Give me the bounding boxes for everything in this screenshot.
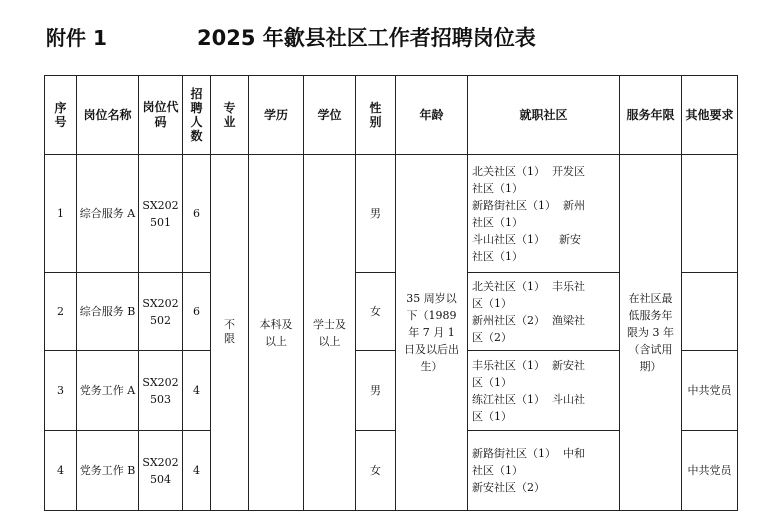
education-cell: 本科及以上 bbox=[249, 155, 304, 511]
attachment-label: 附件 1 bbox=[46, 26, 107, 50]
row-community: 北关社区（1） 开发区 社区（1） 新路街社区（1） 新州 社区（1） 斗山社区（1） 新安 社区（1） bbox=[468, 155, 620, 273]
col-header-gender: 性别 bbox=[356, 76, 396, 155]
row-community: 北关社区（1） 丰乐社 区（1） 新州社区（2） 渔梁社 区（2） bbox=[468, 273, 620, 351]
col-header-community: 就职社区 bbox=[468, 76, 620, 155]
row-code: SX202503 bbox=[139, 351, 183, 431]
row-name: 综合服务 A bbox=[77, 155, 139, 273]
row-code: SX202502 bbox=[139, 273, 183, 351]
row-gender: 女 bbox=[356, 431, 396, 511]
row-other bbox=[682, 155, 738, 273]
col-header-service: 服务年限 bbox=[620, 76, 682, 155]
age-cell: 35 周岁以下（1989 年 7 月 1 日及以后出生） bbox=[396, 155, 468, 511]
row-name: 综合服务 B bbox=[77, 273, 139, 351]
row-count: 6 bbox=[183, 155, 211, 273]
service-years-cell: 在社区最低服务年限为 3 年（含试用期） bbox=[620, 155, 682, 511]
positions-table bbox=[44, 75, 738, 511]
degree-cell: 学士及以上 bbox=[304, 155, 356, 511]
col-header-major: 专业 bbox=[211, 76, 249, 155]
page-title: 2025 年歙县社区工作者招聘岗位表 bbox=[197, 26, 536, 50]
col-header-name: 岗位名称 bbox=[77, 76, 139, 155]
row-code: SX202504 bbox=[139, 431, 183, 511]
row-count: 4 bbox=[183, 351, 211, 431]
col-header-degree: 学位 bbox=[304, 76, 356, 155]
table-row bbox=[45, 155, 738, 273]
row-name: 党务工作 A bbox=[77, 351, 139, 431]
row-no: 4 bbox=[45, 431, 77, 511]
header-row bbox=[45, 76, 738, 155]
row-no: 1 bbox=[45, 155, 77, 273]
row-code: SX202501 bbox=[139, 155, 183, 273]
row-count: 6 bbox=[183, 273, 211, 351]
row-name: 党务工作 B bbox=[77, 431, 139, 511]
col-header-code: 岗位代码 bbox=[139, 76, 183, 155]
row-gender: 男 bbox=[356, 155, 396, 273]
row-no: 2 bbox=[45, 273, 77, 351]
row-gender: 男 bbox=[356, 351, 396, 431]
row-other bbox=[682, 273, 738, 351]
col-header-age: 年龄 bbox=[396, 76, 468, 155]
row-gender: 女 bbox=[356, 273, 396, 351]
col-header-count: 招聘人数 bbox=[183, 76, 211, 155]
col-header-education: 学历 bbox=[249, 76, 304, 155]
row-other: 中共党员 bbox=[682, 351, 738, 431]
row-no: 3 bbox=[45, 351, 77, 431]
col-header-no: 序号 bbox=[45, 76, 77, 155]
row-community: 新路街社区（1） 中和 社区（1） 新安社区（2） bbox=[468, 431, 620, 511]
row-community: 丰乐社区（1） 新安社 区（1） 练江社区（1） 斗山社 区（1） bbox=[468, 351, 620, 431]
row-other: 中共党员 bbox=[682, 431, 738, 511]
col-header-other: 其他要求 bbox=[682, 76, 738, 155]
row-count: 4 bbox=[183, 431, 211, 511]
major-cell: 不限 bbox=[211, 155, 249, 511]
